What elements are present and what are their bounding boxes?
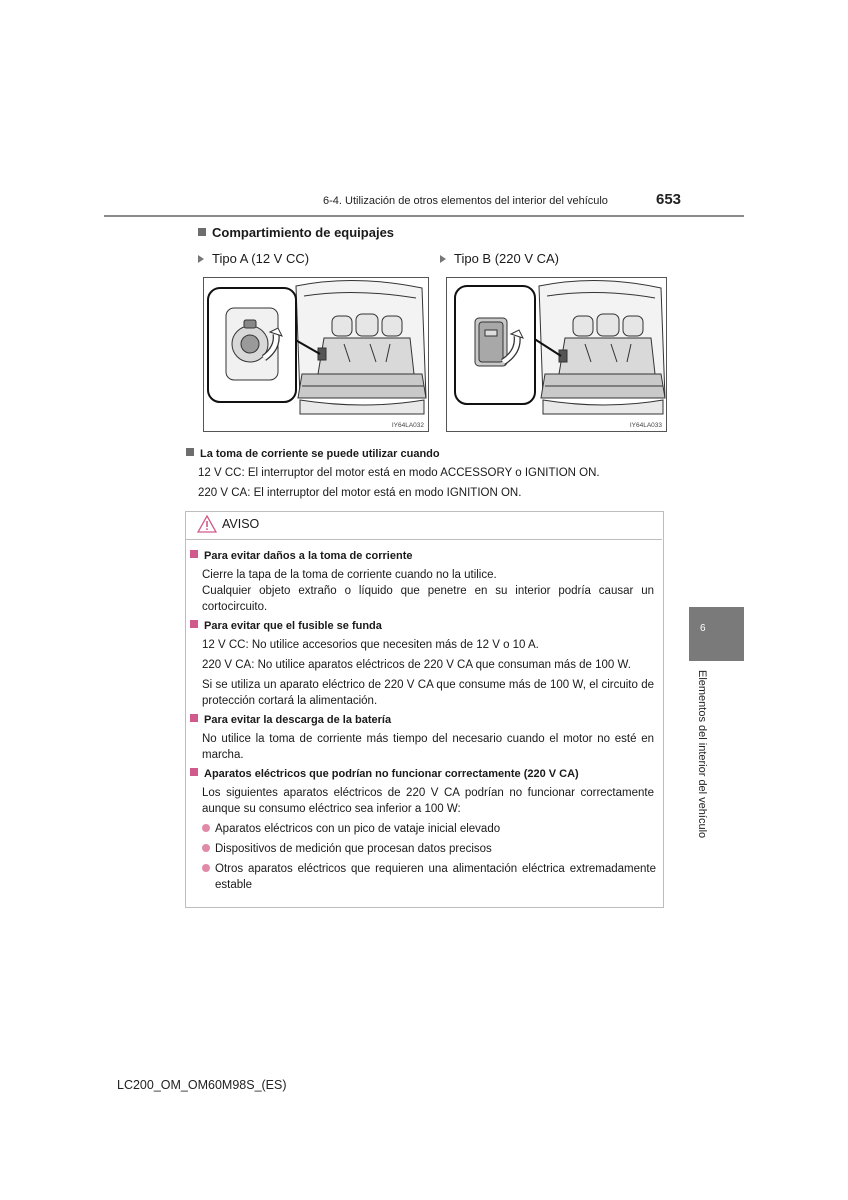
warning-triangle-icon bbox=[197, 515, 217, 533]
square-bullet-icon bbox=[190, 620, 198, 628]
warning-text: Los siguientes aparatos eléctricos de 220 V CA podrían no funcionar correctamente aunque su consumo eléctrico sea inferior a 100 W: bbox=[202, 787, 654, 815]
header-rule bbox=[104, 215, 744, 217]
cargo-area-illustration bbox=[204, 278, 428, 431]
dot-bullet-icon bbox=[202, 824, 210, 832]
warning-text: Cierre la tapa de la toma de corriente cuando no la utilice. bbox=[202, 569, 497, 581]
chapter-number: 6 bbox=[700, 623, 706, 634]
figure-code: IY64LA032 bbox=[391, 422, 424, 429]
section-title: 6-4. Utilización de otros elementos del interior del vehículo bbox=[323, 195, 608, 207]
square-bullet-icon bbox=[198, 228, 206, 236]
warning-subheading: Para evitar la descarga de la batería bbox=[190, 714, 391, 726]
figure-type-a bbox=[203, 277, 429, 432]
warning-text: Si se utiliza un aparato eléctrico de 220 V CA que consume más de 100 W, el circuito de protección cortará la alimentación. bbox=[202, 679, 654, 707]
dot-bullet-icon bbox=[202, 864, 210, 872]
warning-subheading: Aparatos eléctricos que podrían no funcionar correctamente (220 V CA) bbox=[190, 768, 579, 780]
page-number: 653 bbox=[656, 191, 682, 208]
list-item: Aparatos eléctricos con un pico de vataje inicial elevado bbox=[202, 821, 654, 837]
warning-subheading: Para evitar que el fusible se funda bbox=[190, 620, 382, 632]
square-bullet-icon bbox=[186, 448, 194, 456]
list-item: Otros aparatos eléctricos que requieren una alimentación eléctrica extremadamente estable bbox=[202, 861, 656, 893]
figure-code: IY64LA033 bbox=[629, 422, 662, 429]
footer-code: LC200_OM_OM60M98S_(ES) bbox=[117, 1078, 287, 1092]
usage-line: 12 V CC: El interruptor del motor está en modo ACCESSORY o IGNITION ON. bbox=[198, 467, 600, 479]
chapter-tab bbox=[689, 607, 744, 661]
warning-text: No utilice la toma de corriente más tiempo del necesario cuando el motor no esté en marcha. bbox=[202, 733, 654, 761]
warning-text: 220 V CA: No utilice aparatos eléctricos de 220 V CA que consuman más de 100 W. bbox=[202, 659, 631, 671]
triangle-right-icon bbox=[440, 255, 446, 263]
warning-header bbox=[185, 511, 662, 540]
usage-line: 220 V CA: El interruptor del motor está en modo IGNITION ON. bbox=[198, 487, 522, 499]
type-b-label: Tipo B (220 V CA) bbox=[440, 251, 559, 266]
chapter-title: Elementos del interior del vehículo bbox=[696, 670, 708, 839]
warning-label: AVISO bbox=[222, 517, 260, 531]
type-a-label: Tipo A (12 V CC) bbox=[198, 251, 309, 266]
cargo-area-illustration bbox=[447, 278, 666, 431]
square-bullet-icon bbox=[190, 768, 198, 776]
compartment-heading: Compartimiento de equipajes bbox=[198, 225, 394, 240]
figure-type-b bbox=[446, 277, 667, 432]
square-bullet-icon bbox=[190, 550, 198, 558]
warning-subheading: Para evitar daños a la toma de corriente bbox=[190, 550, 412, 562]
triangle-right-icon bbox=[198, 255, 204, 263]
usage-heading: La toma de corriente se puede utilizar cuando bbox=[186, 448, 440, 460]
square-bullet-icon bbox=[190, 714, 198, 722]
dot-bullet-icon bbox=[202, 844, 210, 852]
warning-text: Cualquier objeto extraño o líquido que penetre en su interior podría causar un cortocircuito. bbox=[202, 585, 654, 613]
warning-text: 12 V CC: No utilice accesorios que necesiten más de 12 V o 10 A. bbox=[202, 639, 539, 651]
list-item: Dispositivos de medición que procesan datos precisos bbox=[202, 841, 654, 857]
